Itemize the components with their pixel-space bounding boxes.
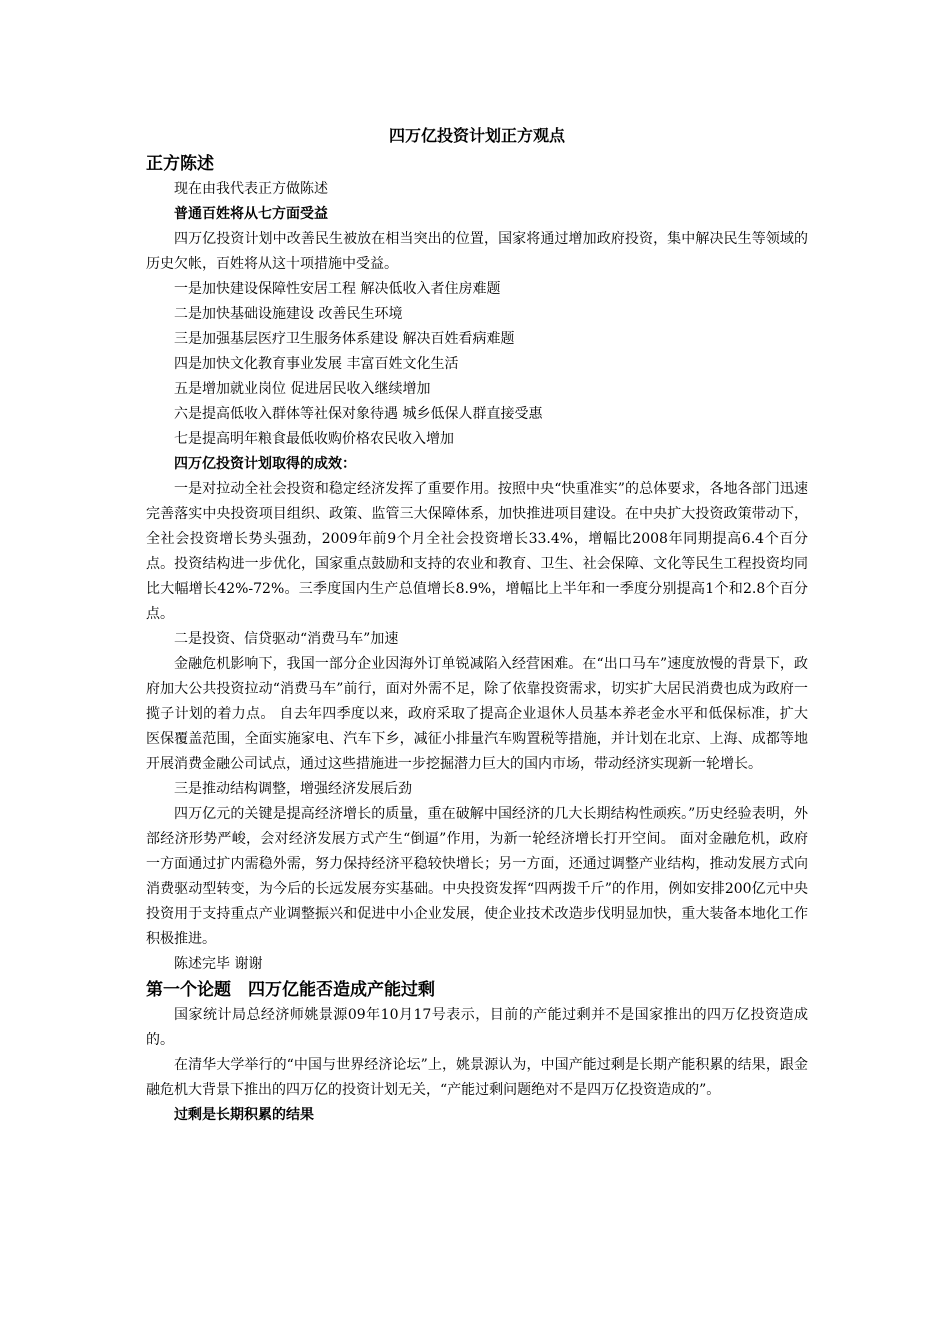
list-item: 五是增加就业岗位 促进居民收入继续增加	[174, 381, 431, 397]
achievement-paragraph-3: 四万亿元的关键是提高经济增长的质量，重在破解中国经济的几大长期结构性顽疾。”历史经验表明，外部经济形势严峻，会对经济发展方式产生“倒逼”作用，为新一轮经济增长打开空间。 面对金融危机，政府一方面通过扩内需稳外需，努力保持经济平稳较快增长；另一方面，还通过调整产业结构，推动发展方式向消费驱动型转变，为今后的长远发展夯实基础。中央投资发挥“四两拨千斤”的作用，例如安排200亿元中央投资用于支持重点产业调整振兴和促进中小企业发展，使企业技术改造步伐明显加快，重大装备本地化工作积极推进。	[146, 806, 808, 947]
list-item: 三是加强基层医疗卫生服务体系建设 解决百姓看病难题	[174, 331, 515, 347]
achievement-paragraph-2: 金融危机影响下，我国一部分企业因海外订单锐减陷入经营困难。在“出口马车”速度放慢的背景下，政府加大公共投资拉动“消费马车”前行，面对外需不足，除了依靠投资需求，切实扩大居民消费也成为政府一揽子计划的着力点。 自去年四季度以来，政府采取了提高企业退休人员基本养老金水平和低保标准，扩大医保覆盖范围，全面实施家电、汽车下乡，减征小排量汽车购置税等措施，并计划在北京、上海、成都等地开展消费金融公司试点，通过这些措施进一步挖掘潜力巨大的国内市场，带动经济实现新一轮增长。	[146, 656, 808, 772]
list-item: 二是加快基础设施建设 改善民生环境	[174, 306, 403, 322]
section-heading-affirmative-statement: 正方陈述	[146, 154, 214, 174]
subheading-achievements: 四万亿投资计划取得的成效：	[174, 456, 356, 472]
topic-1-paragraph-2: 在清华大学举行的“中国与世界经济论坛”上，姚景源认为，中国产能过剩是长期产能积累的结果，跟金融危机大背景下推出的四万亿的投资计划无关，“产能过剩问题绝对不是四万亿投资造成的”。	[146, 1057, 808, 1098]
list-item: 四是加快文化教育事业发展 丰富百姓文化生活	[174, 356, 459, 372]
benefits-paragraph: 四万亿投资计划中改善民生被放在相当突出的位置，国家将通过增加政府投资，集中解决民生等领域的历史欠帐，百姓将从这十项措施中受益。	[146, 231, 808, 272]
section-heading-topic-1: 第一个论题 四万亿能否造成产能过剩	[146, 980, 435, 1000]
document-title: 四万亿投资计划正方观点	[388, 126, 565, 145]
topic-1-paragraph-1: 国家统计局总经济师姚景源09年10月17号表示，目前的产能过剩并不是国家推出的四万亿投资造成的。	[146, 1007, 808, 1048]
document-page	[146, 124, 808, 1128]
intro-paragraph: 现在由我代表正方做陈述	[174, 181, 328, 197]
point-3-title: 三是推动结构调整，增强经济发展后劲	[174, 781, 412, 797]
list-item: 一是加快建设保障性安居工程 解决低收入者住房难题	[174, 281, 501, 297]
achievement-paragraph-1: 一是对拉动全社会投资和稳定经济发挥了重要作用。按照中央“快重准实”的总体要求，各地各部门迅速完善落实中央投资项目组织、政策、监管三大保障体系，加快推进项目建设。在中央扩大投资政策带动下，全社会投资增长势头强劲，2009年前9个月全社会投资增长33.4%，增幅比2008年同期提高6.4个百分点。投资结构进一步优化，国家重点鼓励和支持的农业和教育、卫生、社会保障、文化等民生工程投资均同比大幅增长42%-72%。三季度国内生产总值增长8.9%，增幅比上半年和一季度分别提高1个和2.8个百分点。	[146, 481, 808, 622]
list-item: 六是提高低收入群体等社保对象待遇 城乡低保人群直接受惠	[174, 406, 543, 422]
subheading-seven-benefits: 普通百姓将从七方面受益	[174, 206, 328, 222]
subheading-long-term-accumulation: 过剩是长期积累的结果	[174, 1107, 314, 1123]
point-2-title: 二是投资、信贷驱动“消费马车”加速	[174, 631, 399, 647]
list-item: 七是提高明年粮食最低收购价格农民收入增加	[174, 431, 454, 447]
closing-line: 陈述完毕 谢谢	[174, 956, 263, 972]
